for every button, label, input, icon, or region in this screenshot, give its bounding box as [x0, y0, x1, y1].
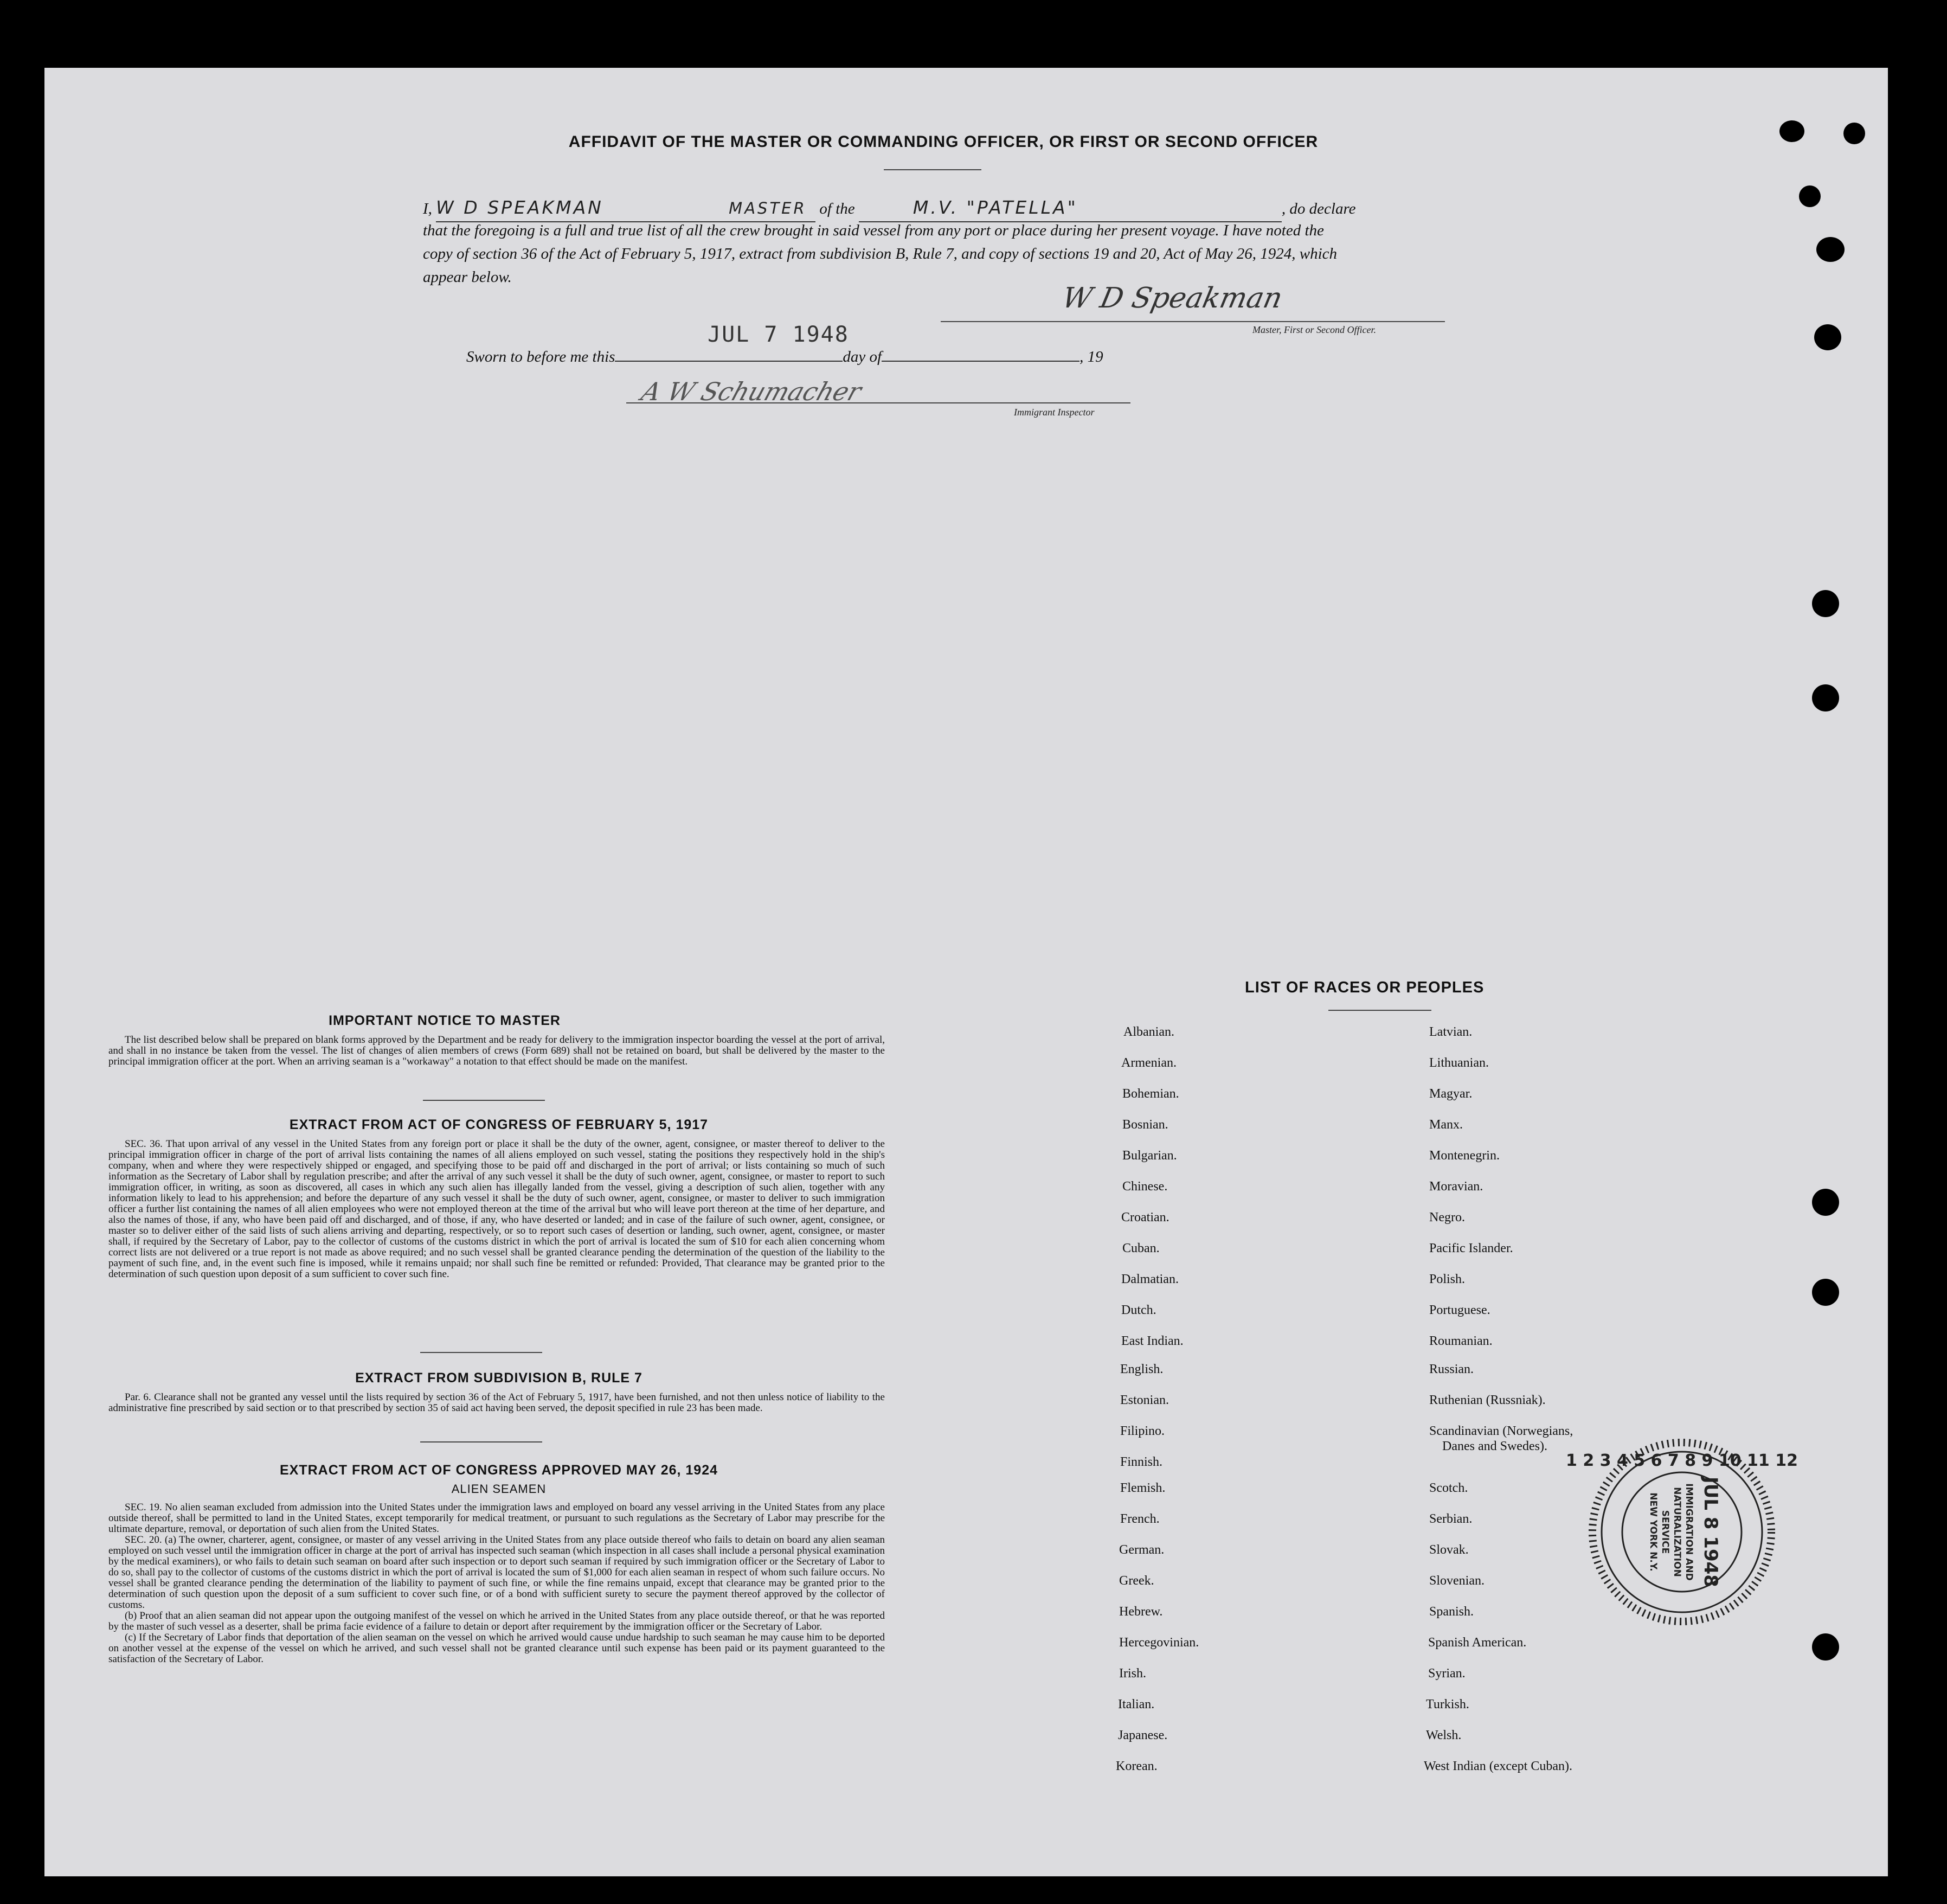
notice-paragraph: The list described below shall be prepared on blank forms approved by the Department and be ready for delivery to the immigration inspector boarding the vessel at the port of arrival, and shall in no instance be taken from the vessel. The list of changes of alien members of crews (Form 689) shall not be retained on board, but shall be delivered by the master to the principal immigration officer at the port. When an arriving seaman is a "workaway" a notation to that effect should be made on the manifest. — [108, 1034, 885, 1067]
sec19-paragraph: SEC. 19. No alien seaman excluded from admission into the United States under the immigration laws and employed on board any vessel arriving in the United States from any place outside thereof, shall be permitted to land in the United States, except temporarily for medical treatment, or pursuant to such regulations as the Secretary of Labor may prescribe for the ultimate departure, removal, or deportation of such alien from the United States. — [108, 1502, 885, 1535]
race-item: Scotch. — [1429, 1481, 1468, 1495]
race-item: Spanish. — [1429, 1605, 1474, 1619]
race-item: Greek. — [1119, 1574, 1154, 1588]
race-item: Flemish. — [1120, 1481, 1166, 1495]
race-item: Danes and Swedes). — [1442, 1439, 1547, 1453]
race-item: Spanish American. — [1428, 1636, 1527, 1650]
race-item: Albanian. — [1123, 1025, 1174, 1039]
punch-hole — [1812, 1189, 1839, 1216]
divider — [423, 1100, 545, 1101]
title-rule — [884, 169, 981, 170]
race-item: Moravian. — [1429, 1179, 1483, 1194]
punch-hole — [1843, 123, 1865, 144]
race-item: East Indian. — [1121, 1334, 1184, 1348]
race-item: West Indian (except Cuban). — [1424, 1759, 1572, 1773]
race-item: Japanese. — [1118, 1728, 1168, 1742]
extract-1917-title: EXTRACT FROM ACT OF CONGRESS OF FEBRUARY 5, 1917 — [289, 1117, 709, 1132]
sec20b-paragraph: (b) Proof that an alien seaman did not appear upon the outgoing manifest of the vessel on which he arrived in the United States from any place outside thereof, or that he was reported by the master of such vessel as a deserter, shall be prima facie evidence of a failure to detain or deport after requirement by the immigration officer or the Secretary of Labor. — [108, 1610, 885, 1632]
master-signature-line — [941, 321, 1445, 322]
races-title-rule — [1328, 1010, 1431, 1011]
race-item: Turkish. — [1426, 1697, 1469, 1711]
master-signature-caption: Master, First or Second Officer. — [1252, 324, 1376, 335]
race-item: German. — [1119, 1543, 1165, 1557]
seal-date: JUL 8 1948 — [1700, 1477, 1721, 1587]
race-item: Hercegovinian. — [1119, 1636, 1199, 1650]
divider — [420, 1441, 542, 1443]
race-item: Syrian. — [1428, 1666, 1466, 1681]
sec20c-paragraph: (c) If the Secretary of Labor finds that deportation of the alien seaman on the vessel on which he arrived would cause undue hardship to such seaman he may cause him to be deported on another vessel at the expense of the vessel on which he arrived, and such vessel shall not be granted clearance until such expense has been paid or its payment guaranteed to the satisfaction of the Secretary of Labor. — [108, 1632, 885, 1665]
race-item: Hebrew. — [1119, 1605, 1163, 1619]
punch-hole — [1812, 1633, 1839, 1661]
declaration-line-3: copy of section 36 of the Act of February 5, 1917, extract from subdivision B, Rule 7, and copy of sections 19 and 20, Act of May 26, 1924, which — [423, 245, 1338, 262]
race-item: Russian. — [1429, 1362, 1474, 1376]
rule7-title: EXTRACT FROM SUBDIVISION B, RULE 7 — [355, 1370, 642, 1386]
race-item: Cuban. — [1122, 1241, 1160, 1255]
punch-hole — [1814, 324, 1841, 350]
vessel-name: M.V. "PATELLA" — [913, 197, 1078, 218]
race-item: Manx. — [1429, 1118, 1463, 1132]
race-item: Italian. — [1118, 1697, 1155, 1711]
punch-hole — [1779, 120, 1804, 142]
page-edge — [1888, 68, 1898, 1876]
punch-hole — [1812, 1279, 1839, 1306]
race-item: Bosnian. — [1122, 1118, 1168, 1132]
rule7-paragraph: Par. 6. Clearance shall not be granted any vessel until the lists required by section 36 of the Act of February 5, 1917, have been furnished, and not then unless notice of liability to the administrative fine prescribed by said section or to that prescribed by section 35 of said act having been served, the deposit specified in rule 23 has been made. — [108, 1392, 885, 1414]
seal-text-bottom: NEW YORK N.Y. — [1648, 1492, 1659, 1572]
race-item: Scandinavian (Norwegians, — [1429, 1424, 1573, 1438]
extract-1917-text — [108, 1139, 885, 1280]
of-the-label: of the — [819, 200, 855, 217]
race-item: Magyar. — [1429, 1087, 1473, 1101]
divider — [420, 1352, 542, 1353]
rule7-text — [108, 1392, 885, 1414]
race-item: Ruthenian (Russniak). — [1429, 1393, 1546, 1407]
sworn-line: Sworn to before me this day of , 19 — [466, 348, 1103, 366]
inspector-caption: Immigrant Inspector — [1014, 407, 1095, 418]
seal-text-mid: NATURALIZATION — [1672, 1487, 1682, 1577]
master-name: W D SPEAKMAN — [436, 197, 603, 218]
race-item: Armenian. — [1121, 1056, 1177, 1070]
race-item: Bulgarian. — [1122, 1149, 1177, 1163]
race-item: Bohemian. — [1122, 1087, 1179, 1101]
i-label: I, — [423, 200, 432, 217]
race-item: Estonian. — [1120, 1393, 1169, 1407]
race-item: Lithuanian. — [1429, 1056, 1489, 1070]
inspector-signature-line — [626, 402, 1130, 403]
declaration-line-4: appear below. — [423, 268, 512, 286]
race-item: Portuguese. — [1429, 1303, 1490, 1317]
day-of-label: day of — [843, 348, 882, 366]
race-item: Dalmatian. — [1121, 1272, 1179, 1286]
race-item: Irish. — [1119, 1666, 1146, 1681]
race-item: Serbian. — [1429, 1512, 1473, 1526]
master-rank: MASTER — [729, 199, 807, 217]
seal-ring-numbers: 1 2 3 4 5 6 7 8 9 10 11 12 — [1566, 1451, 1798, 1470]
race-item: Welsh. — [1426, 1728, 1462, 1742]
race-item: Roumanian. — [1429, 1334, 1493, 1348]
extract-1924-text — [108, 1502, 885, 1665]
immigration-seal-stamp — [1566, 1434, 1798, 1630]
extract-1924-title: EXTRACT FROM ACT OF CONGRESS APPROVED MAY 26, 1924 — [279, 1463, 718, 1478]
master-signature: W D Speakman — [1059, 282, 1286, 315]
race-item: Latvian. — [1429, 1025, 1473, 1039]
race-item: Chinese. — [1122, 1179, 1168, 1194]
seal-text-top: IMMIGRATION AND — [1683, 1483, 1694, 1581]
punch-hole — [1812, 684, 1839, 711]
races-title: LIST OF RACES OR PEOPLES — [1245, 979, 1485, 996]
race-item: Filipino. — [1120, 1424, 1165, 1438]
sworn-prefix: Sworn to before me this — [466, 348, 615, 366]
race-item: Finnish. — [1120, 1455, 1163, 1469]
punch-hole — [1812, 590, 1839, 617]
race-item: French. — [1120, 1512, 1160, 1526]
race-item: Korean. — [1116, 1759, 1158, 1773]
race-item: Pacific Islander. — [1429, 1241, 1513, 1255]
year-prefix: 19 — [1087, 348, 1103, 366]
race-item: Dutch. — [1121, 1303, 1156, 1317]
race-item: Polish. — [1429, 1272, 1466, 1286]
punch-hole — [1799, 185, 1821, 207]
race-item: English. — [1120, 1362, 1164, 1376]
race-item: Slovak. — [1429, 1543, 1469, 1557]
notice-title: IMPORTANT NOTICE TO MASTER — [329, 1013, 561, 1028]
declaration-line-2: that the foregoing is a full and true list of all the crew brought in said vessel from any port or place during her present voyage. I have noted the — [423, 222, 1324, 239]
do-declare-label: do declare — [1289, 200, 1356, 217]
seal-text-mid2: SERVICE — [1660, 1510, 1670, 1554]
extract-1924-subtitle: ALIEN SEAMEN — [451, 1482, 547, 1496]
race-item: Negro. — [1429, 1210, 1465, 1225]
punch-hole — [1816, 237, 1845, 262]
extract-1917-paragraph: SEC. 36. That upon arrival of any vessel in the United States from any foreign port or place it shall be the duty of the owner, agent, consignee, or master thereof to deliver to the principal immigration officer in charge of the port of arrival lists containing the names of all aliens employed on such vessel, stating the positions they respectively hold in the ship's company, when and where they were respectively shipped or engaged, and specifying those to be paid off and discharged in the port of arrival; or lists containing so much of such information as the Secretary of Labor shall by regulation prescribe; and after the arrival of any such vessel it shall be the duty of such owner, agent, consignee, or master to report to such immigration officer, in writing, as soon as discovered, all cases in which any such alien has illegally landed from the vessel, giving a description of such alien, together with any information likely to lead to his apprehension; and before the departure of any such vessel it shall be the duty of such owner, agent, consignee, or master to deliver to such immigration officer a further list containing the names of all alien employees who were not employed thereon at the time of the arrival but who will leave port thereon at the time of her departure, and also the names of those, if any, who have been paid off and discharged, and of those, if any, who have deserted or landed; and in case of the failure of such owner, agent, consignee, or master so to deliver either of the said lists of such aliens arriving and departing, respectively, or so to report such cases of desertion or landing, such owner, agent, consignee, or master shall, if required by the Secretary of Labor, pay to the collector of customs of the customs district in which the port of arrival is located the sum of $10 for each alien concerning whom correct lists are not delivered or a true report is not made as above required; and no such vessel shall be granted clearance pending the determination of the question of the liability to the payment of such fine, and, in the event such fine is imposed, while it remains unpaid; nor shall such fine be remitted or refunded: Provided, That clearance may be granted prior to the determination of such question upon deposit of a sum sufficient to cover such fine. — [108, 1138, 885, 1280]
sec20a-paragraph: SEC. 20. (a) The owner, charterer, agent, consignee, or master of any vessel arriving in the United States from any place outside thereof who fails to detain on board any alien seaman employed on such vessel until the immigration officer in charge at the port of arrival has inspected such seaman (which inspection in all cases shall include a personal physical examination by the medical examiners), or who fails to detain such seaman on board after such inspection or to deport such seaman if required by such immigration officer or the Secretary of Labor to do so, shall pay to the collector of customs of the customs district in which the port of arrival is located the sum of $1,000 for each alien seaman in respect of whom such failure occurs. No vessel shall be granted clearance pending the determination of the liability to payment of such fine, or while the fine remains unpaid, except that clearance may be granted prior to the determination of such question upon the deposit of a sum sufficient to cover such fine, or of a bond with sufficient surety to secure the payment thereof approved by the collector of customs. — [108, 1534, 885, 1611]
race-item: Croatian. — [1121, 1210, 1170, 1225]
notice-text — [108, 1035, 885, 1067]
race-item: Montenegrin. — [1429, 1149, 1500, 1163]
inspector-signature: A W Schumacher — [638, 377, 865, 406]
affidavit-title: AFFIDAVIT OF THE MASTER OR COMMANDING OFFICER, OR FIRST OR SECOND OFFICER — [568, 133, 1319, 151]
declaration-line-1: I, W D SPEAKMAN MASTER of the M.V. "PATELLA" , do declare — [423, 195, 1448, 222]
race-item: Slovenian. — [1429, 1574, 1485, 1588]
stamp-date: JUL 7 1948 — [708, 322, 849, 347]
